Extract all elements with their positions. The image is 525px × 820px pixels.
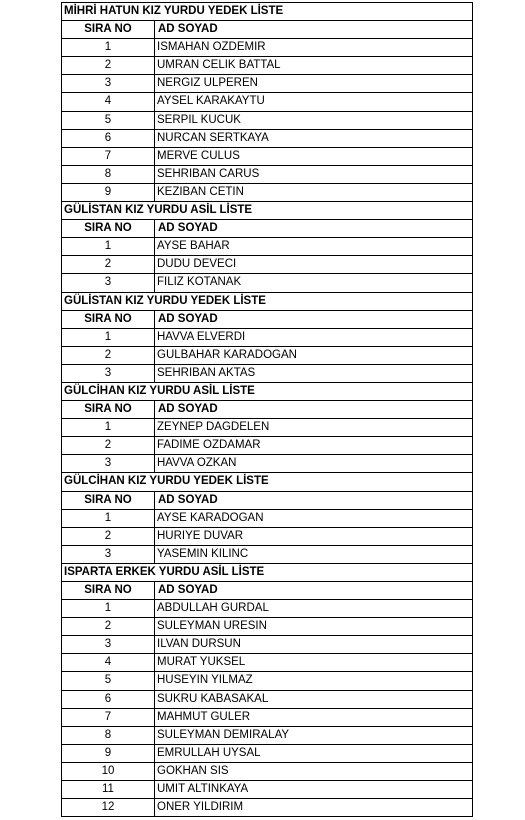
table-row: [62, 419, 473, 437]
row-name: YASEMIN KILINC: [155, 545, 473, 563]
column-header-row: [62, 310, 473, 328]
row-number: 1: [62, 238, 155, 256]
row-number: 3: [62, 636, 155, 654]
row-number: 11: [62, 781, 155, 799]
table-row: [62, 364, 473, 382]
column-header-ad-soyad: AD SOYAD: [155, 491, 473, 509]
row-name: AYSE KARADOGAN: [155, 509, 473, 527]
row-number: 2: [62, 256, 155, 274]
table-row: [62, 654, 473, 672]
table-row: [62, 545, 473, 563]
row-number: 6: [62, 129, 155, 147]
row-name: AYSE BAHAR: [155, 238, 473, 256]
column-header-ad-soyad: AD SOYAD: [155, 21, 473, 39]
row-name: HAVVA ELVERDI: [155, 328, 473, 346]
table-row: [62, 274, 473, 292]
row-name: GULBAHAR KARADOGAN: [155, 346, 473, 364]
row-number: 3: [62, 274, 155, 292]
section-title: MİHRİ HATUN KIZ YURDU YEDEK LİSTE: [62, 3, 473, 21]
row-number: 3: [62, 75, 155, 93]
table-row: [62, 799, 473, 817]
row-name: SEHRIBAN CARUS: [155, 165, 473, 183]
table-row: [62, 527, 473, 545]
section-title-row: [62, 3, 473, 21]
row-name: MAHMUT GULER: [155, 708, 473, 726]
table-row: [62, 165, 473, 183]
row-number: 4: [62, 93, 155, 111]
row-number: 3: [62, 545, 155, 563]
section-title: GÜLİSTAN KIZ YURDU YEDEK LİSTE: [62, 292, 473, 310]
row-number: 2: [62, 527, 155, 545]
table-row: [62, 600, 473, 618]
row-name: SULEYMAN DEMIRALAY: [155, 726, 473, 744]
row-name: DUDU DEVECI: [155, 256, 473, 274]
row-name: GOKHAN SIS: [155, 762, 473, 780]
table-row: [62, 690, 473, 708]
table-row: [62, 75, 473, 93]
dormitory-list-table: [61, 2, 473, 817]
row-name: ZEYNEP DAGDELEN: [155, 419, 473, 437]
row-name: EMRULLAH UYSAL: [155, 744, 473, 762]
row-number: 5: [62, 672, 155, 690]
row-name: NERGIZ ULPEREN: [155, 75, 473, 93]
column-header-row: [62, 220, 473, 238]
column-header-sira-no: SIRA NO: [62, 491, 155, 509]
column-header-sira-no: SIRA NO: [62, 220, 155, 238]
column-header-sira-no: SIRA NO: [62, 21, 155, 39]
section-title: GÜLCİHAN KIZ YURDU ASİL LİSTE: [62, 382, 473, 400]
row-number: 1: [62, 328, 155, 346]
row-number: 9: [62, 744, 155, 762]
row-name: AYSEL KARAKAYTU: [155, 93, 473, 111]
row-name: SUKRU KABASAKAL: [155, 690, 473, 708]
column-header-sira-no: SIRA NO: [62, 310, 155, 328]
column-header-row: [62, 401, 473, 419]
column-header-sira-no: SIRA NO: [62, 582, 155, 600]
row-name: HAVVA OZKAN: [155, 455, 473, 473]
section-title-row: [62, 382, 473, 400]
table-row: [62, 781, 473, 799]
row-number: 8: [62, 165, 155, 183]
row-number: 7: [62, 147, 155, 165]
table-row: [62, 328, 473, 346]
table-row: [62, 256, 473, 274]
row-name: SERPIL KUCUK: [155, 111, 473, 129]
table-row: [62, 708, 473, 726]
column-header-ad-soyad: AD SOYAD: [155, 582, 473, 600]
table-row: [62, 93, 473, 111]
row-name: MURAT YUKSEL: [155, 654, 473, 672]
column-header-sira-no: SIRA NO: [62, 401, 155, 419]
row-number: 2: [62, 57, 155, 75]
table-row: [62, 147, 473, 165]
row-name: KEZIBAN CETIN: [155, 183, 473, 201]
row-number: 3: [62, 455, 155, 473]
row-number: 1: [62, 600, 155, 618]
row-number: 7: [62, 708, 155, 726]
row-number: 3: [62, 364, 155, 382]
table-row: [62, 636, 473, 654]
table-body: [62, 3, 473, 817]
table-row: [62, 346, 473, 364]
column-header-row: [62, 491, 473, 509]
row-number: 2: [62, 346, 155, 364]
row-number: 5: [62, 111, 155, 129]
row-number: 1: [62, 39, 155, 57]
row-number: 1: [62, 419, 155, 437]
table-row: [62, 455, 473, 473]
column-header-ad-soyad: AD SOYAD: [155, 310, 473, 328]
row-number: 6: [62, 690, 155, 708]
column-header-ad-soyad: AD SOYAD: [155, 220, 473, 238]
table-row: [62, 618, 473, 636]
row-name: HUSEYIN YILMAZ: [155, 672, 473, 690]
column-header-row: [62, 21, 473, 39]
section-title-row: [62, 202, 473, 220]
row-number: 9: [62, 183, 155, 201]
row-name: UMRAN CELIK BATTAL: [155, 57, 473, 75]
row-number: 12: [62, 799, 155, 817]
table-row: [62, 437, 473, 455]
section-title-row: [62, 292, 473, 310]
row-name: SEHRIBAN AKTAS: [155, 364, 473, 382]
section-title: GÜLİSTAN KIZ YURDU ASİL LİSTE: [62, 202, 473, 220]
row-number: 2: [62, 437, 155, 455]
table-row: [62, 238, 473, 256]
table-row: [62, 726, 473, 744]
table-row: [62, 744, 473, 762]
row-number: 10: [62, 762, 155, 780]
row-name: ISMAHAN OZDEMIR: [155, 39, 473, 57]
row-number: 4: [62, 654, 155, 672]
section-title: GÜLCİHAN KIZ YURDU YEDEK LİSTE: [62, 473, 473, 491]
section-title-row: [62, 563, 473, 581]
row-name: FILIZ KOTANAK: [155, 274, 473, 292]
table-row: [62, 509, 473, 527]
row-name: ABDULLAH GURDAL: [155, 600, 473, 618]
row-name: FADIME OZDAMAR: [155, 437, 473, 455]
row-number: 1: [62, 509, 155, 527]
row-name: NURCAN SERTKAYA: [155, 129, 473, 147]
row-name: ONER YILDIRIM: [155, 799, 473, 817]
row-name: SULEYMAN URESIN: [155, 618, 473, 636]
table-row: [62, 111, 473, 129]
table-row: [62, 672, 473, 690]
row-name: HURIYE DUVAR: [155, 527, 473, 545]
dormitory-list-sheet: [61, 2, 472, 817]
row-name: ILVAN DURSUN: [155, 636, 473, 654]
column-header-row: [62, 582, 473, 600]
table-row: [62, 762, 473, 780]
section-title: ISPARTA ERKEK YURDU ASİL LİSTE: [62, 563, 473, 581]
column-header-ad-soyad: AD SOYAD: [155, 401, 473, 419]
row-name: UMIT ALTINKAYA: [155, 781, 473, 799]
table-row: [62, 39, 473, 57]
row-name: MERVE CULUS: [155, 147, 473, 165]
table-row: [62, 129, 473, 147]
section-title-row: [62, 473, 473, 491]
row-number: 8: [62, 726, 155, 744]
table-row: [62, 183, 473, 201]
table-row: [62, 57, 473, 75]
row-number: 2: [62, 618, 155, 636]
